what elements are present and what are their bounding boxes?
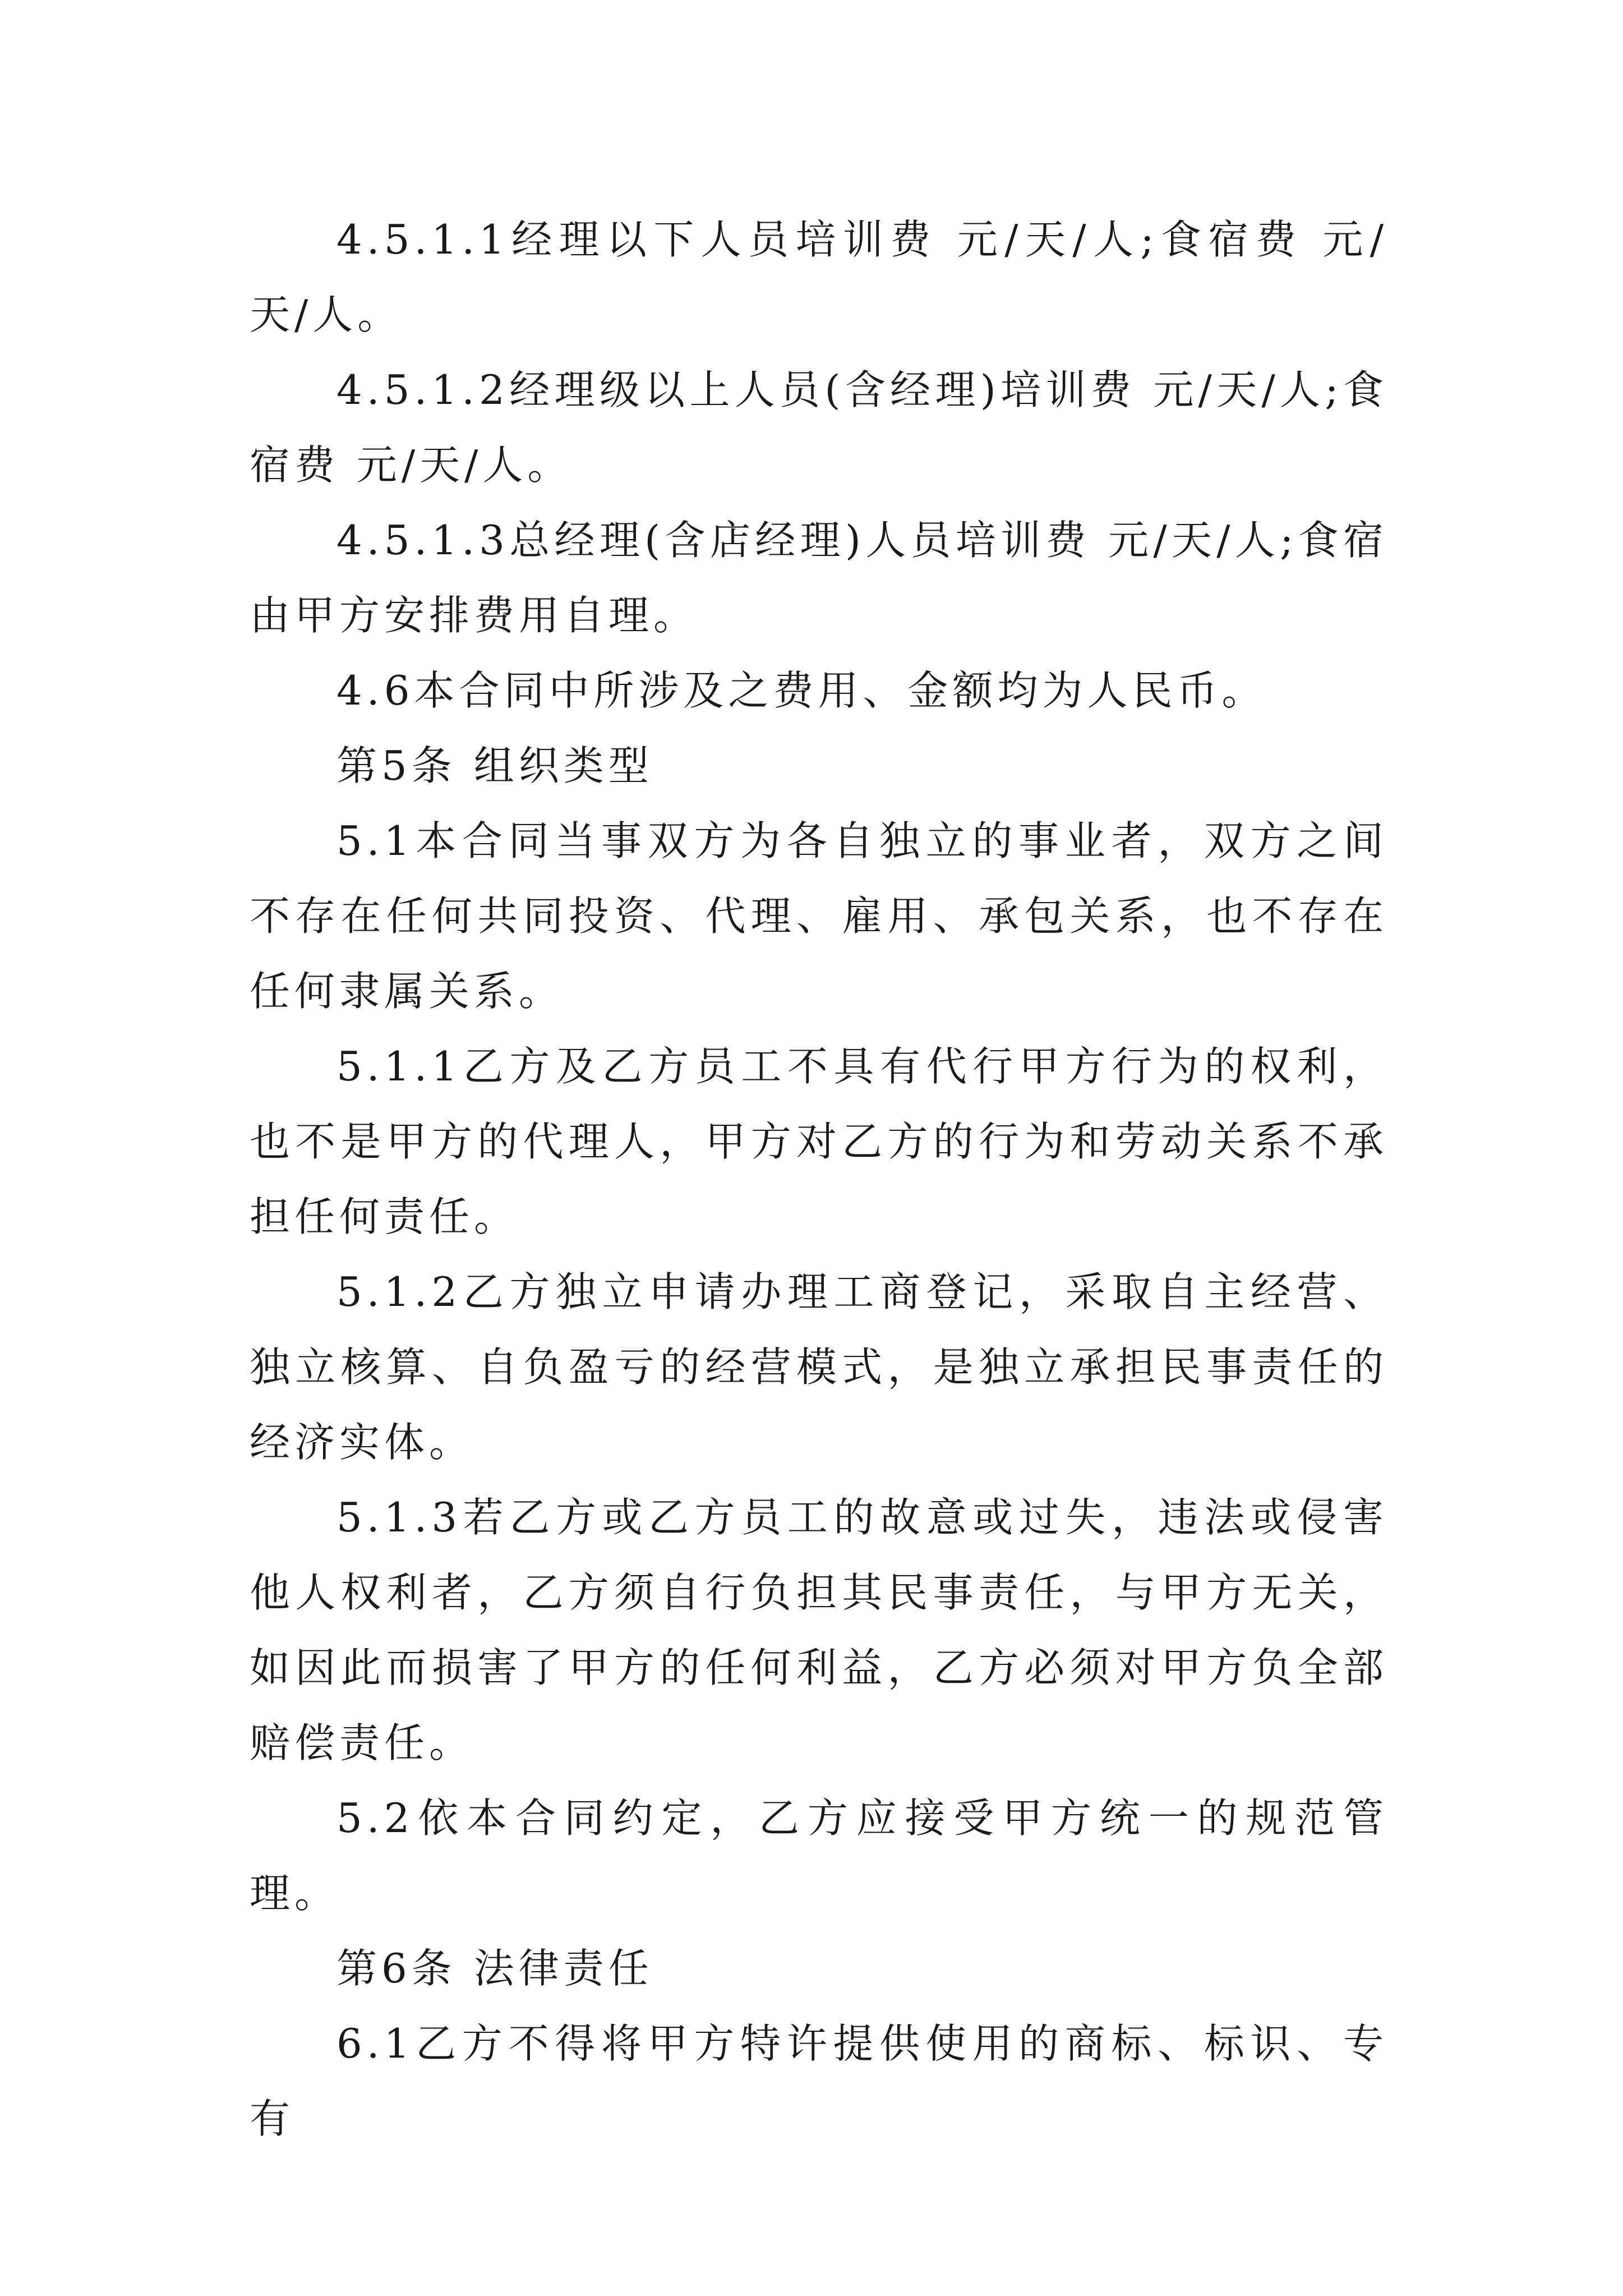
section-heading-article-6: 第6条 法律责任 [336, 1945, 653, 1992]
paragraph-5-1: 5.1本合同当事双方为各自独立的事业者，双方之间不存在任何共同投资、代理、雇用、承包关系，也不存在任何隶属关系。 [250, 817, 1388, 1015]
paragraph-4-5-1-1: 4.5.1.1经理以下人员培训费 元/天/人;食宿费 元/天/人。 [250, 216, 1388, 338]
paragraph-5-1-2: 5.1.2乙方独立申请办理工商登记，采取自主经营、独立核算、自负盈亏的经营模式，是独立承担民事责任的经济实体。 [250, 1268, 1388, 1466]
document-body [250, 202, 1388, 2156]
paragraph-6-1: 6.1乙方不得将甲方特许提供使用的商标、标识、专有 [250, 2020, 1388, 2142]
paragraph-5-1-1: 5.1.1乙方及乙方员工不具有代行甲方行为的权利，也不是甲方的代理人，甲方对乙方的行为和劳动关系不承担任何责任。 [250, 1043, 1388, 1240]
paragraph-5-1-3: 5.1.3若乙方或乙方员工的故意或过失，违法或侵害他人权利者，乙方须自行负担其民事责任，与甲方无关，如因此而损害了甲方的任何利益，乙方必须对甲方负全部赔偿责任。 [250, 1494, 1388, 1766]
paragraph-4-5-1-3: 4.5.1.3总经理(含店经理)人员培训费 元/天/人;食宿由甲方安排费用自理。 [250, 517, 1388, 639]
section-heading-article-5: 第5条 组织类型 [336, 742, 653, 789]
paragraph-5-2: 5.2依本合同约定，乙方应接受甲方统一的规范管理。 [250, 1795, 1388, 1917]
paragraph-4-5-1-2: 4.5.1.2经理级以上人员(含经理)培训费 元/天/人;食宿费 元/天/人。 [250, 366, 1388, 489]
paragraph-4-6: 4.6本合同中所涉及之费用、金额均为人民币。 [336, 667, 1267, 714]
